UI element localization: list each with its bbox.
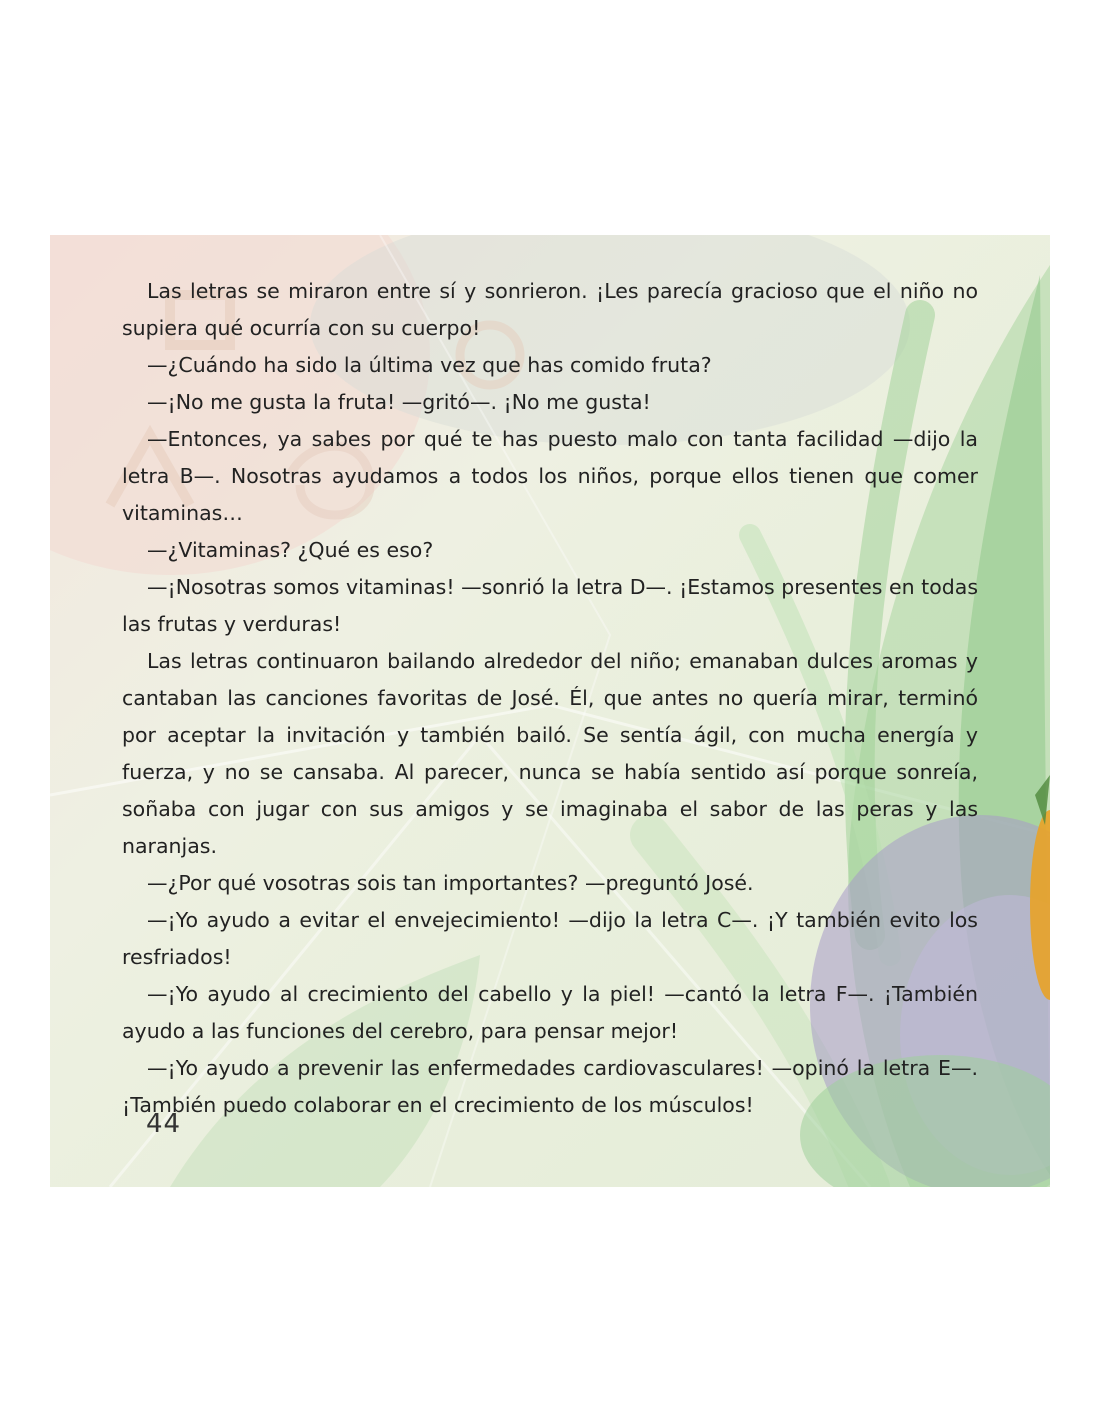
paragraph: —¿Vitaminas? ¿Qué es eso? <box>147 538 434 562</box>
paragraph: —¡Yo ayudo a prevenir las enfermedades cardiovasculares! —opinó la letra E—. ¡También puedo colaborar en el crecimiento de los músculos! <box>122 1056 978 1117</box>
paragraph: —¡Yo ayudo al crecimiento del cabello y la piel! —cantó la letra F—. ¡También ayudo a las funciones del cerebro, para pensar mejor! <box>122 982 978 1043</box>
page-number: 44 <box>146 1109 182 1139</box>
paragraph: —¿Cuándo ha sido la última vez que has comido fruta? <box>147 353 712 377</box>
paragraph: Las letras se miraron entre sí y sonrieron. ¡Les parecía gracioso que el niño no supiera qué ocurría con su cuerpo! <box>122 279 978 340</box>
story-text <box>122 273 978 1124</box>
paragraph: Las letras continuaron bailando alrededor del niño; emanaban dulces aromas y cantaban las canciones favoritas de José. Él, que antes no quería mirar, terminó por aceptar la invitación y también bailó. Se sentía ágil, con mucha energía y fuerza, y no se cansaba. Al parecer, nunca se había sentido así porque sonreía, soñaba con jugar con sus amigos y se imaginaba el sabor de las peras y las naranjas. <box>122 649 978 858</box>
paragraph: —Entonces, ya sabes por qué te has puesto malo con tanta facilidad —dijo la letra B—. Nosotras ayudamos a todos los niños, porque ellos tienen que comer vitaminas… <box>122 427 978 525</box>
paragraph: —¡Yo ayudo a evitar el envejecimiento! —dijo la letra C—. ¡Y también evito los resfriados! <box>122 908 978 969</box>
illustrated-page <box>50 235 1050 1187</box>
paragraph: —¿Por qué vosotras sois tan importantes? —preguntó José. <box>147 871 754 895</box>
paragraph: —¡Nosotras somos vitaminas! —sonrió la letra D—. ¡Estamos presentes en todas las frutas y verduras! <box>122 575 978 636</box>
paragraph: —¡No me gusta la fruta! —gritó—. ¡No me gusta! <box>147 390 651 414</box>
